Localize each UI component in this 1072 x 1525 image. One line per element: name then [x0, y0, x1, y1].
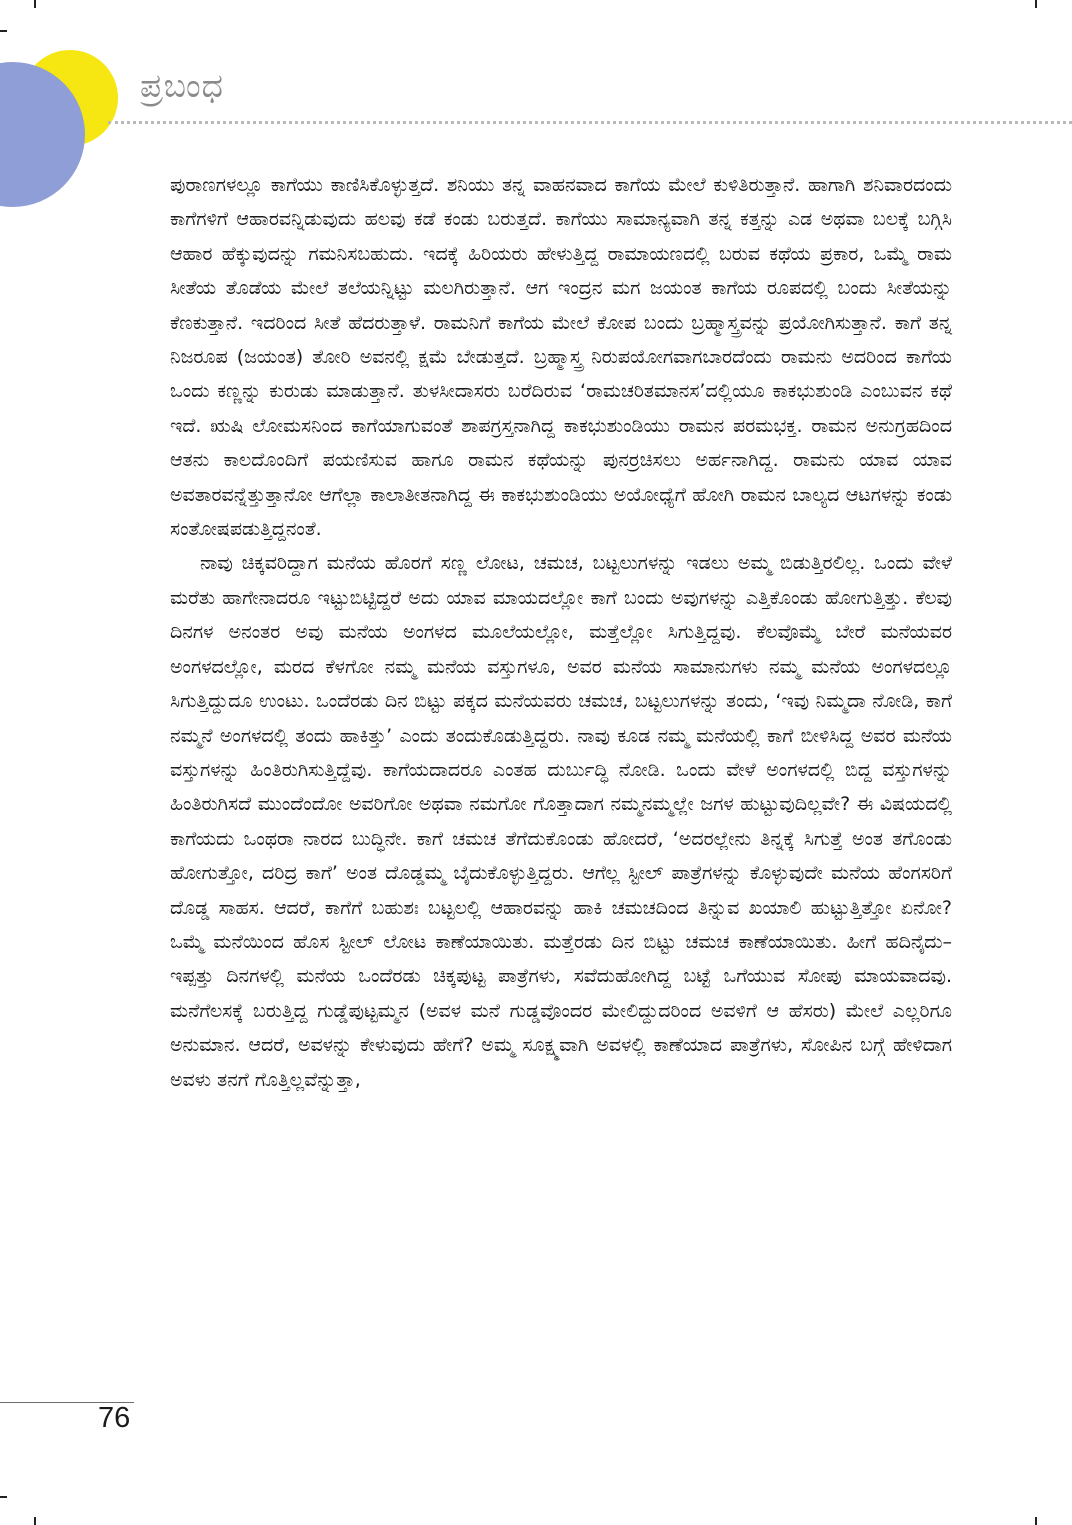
crop-mark-bottom-left	[0, 1496, 7, 1498]
paragraph-2: ನಾವು ಚಿಕ್ಕವರಿದ್ದಾಗ ಮನೆಯ ಹೊರಗೆ ಸಣ್ಣ ಲೋಟ, ಚಮಚ, ಬಟ್ಟಲುಗಳನ್ನು ಇಡಲು ಅಮ್ಮ ಬಿಡುತ್ತಿರಲಿಲ್ಲ. ಒಂದು ವೇಳೆ ಮರೆತು ಹಾಗೇನಾದರೂ ಇಟ್ಟುಬಿಟ್ಟಿದ್ದರೆ ಅದು ಯಾವ ಮಾಯದಲ್ಲೋ ಕಾಗೆ ಬಂದು ಅವುಗಳನ್ನು ಎತ್ತಿಕೊಂಡು ಹೋಗುತ್ತಿತ್ತು. ಕೆಲವು ದಿನಗಳ ಅನಂತರ ಅವು ಮನೆಯ ಅಂಗಳದ ಮೂಲೆಯಲ್ಲೋ, ಮತ್ತೆಲ್ಲೋ ಸಿಗುತ್ತಿದ್ದವು. ಕೆಲವೊಮ್ಮೆ ಬೇರೆ ಮನೆಯವರ ಅಂಗಳದಲ್ಲೋ, ಮರದ ಕೆಳಗೋ ನಮ್ಮ ಮನೆಯ ವಸ್ತುಗಳೂ, ಅವರ ಮನೆಯ ಸಾಮಾನುಗಳು ನಮ್ಮ ಮನೆಯ ಅಂಗಳದಲ್ಲೂ ಸಿಗುತ್ತಿದ್ದುದೂ ಉಂಟು. ಒಂದೆರಡು ದಿನ ಬಿಟ್ಟು ಪಕ್ಕದ ಮನೆಯವರು ಚಮಚ, ಬಟ್ಟಲುಗಳನ್ನು ತಂದು, ‘ಇವು ನಿಮ್ಮದಾ ನೋಡಿ, ಕಾಗೆ ನಮ್ಮನೆ ಅಂಗಳದಲ್ಲಿ ತಂದು ಹಾಕಿತ್ತು’ ಎಂದು ತಂದುಕೊಡುತ್ತಿದ್ದರು. ನಾವು ಕೂಡ ನಮ್ಮ ಮನೆಯಲ್ಲಿ ಕಾಗೆ ಬೀಳಿಸಿದ್ದ ಅವರ ಮನೆಯ ವಸ್ತುಗಳನ್ನು ಹಿಂತಿರುಗಿಸುತ್ತಿದ್ದೆವು. ಕಾಗೆಯದಾದರೂ ಎಂತಹ ದುರ್ಬುದ್ಧಿ ನೋಡಿ. ಒಂದು ವೇಳೆ ಅಂಗಳದಲ್ಲಿ ಬಿದ್ದ ವಸ್ತುಗಳನ್ನು ಹಿಂತಿರುಗಿಸದೆ ಮುಂದೆಂದೋ ಅವರಿಗೋ ಅಥವಾ ನಮಗೋ ಗೊತ್ತಾದಾಗ ನಮ್ಮನಮ್ಮಲ್ಲೇ ಜಗಳ ಹುಟ್ಟುವುದಿಲ್ಲವೇ? ಈ ವಿಷಯದಲ್ಲಿ ಕಾಗೆಯದು ಒಂಥರಾ ನಾರದ ಬುದ್ಧಿನೇ. ಕಾಗೆ ಚಮಚ ತೆಗೆದುಕೊಂಡು ಹೋದರೆ, ‘ಅದರಲ್ಲೇನು ತಿನ್ನಕ್ಕೆ ಸಿಗುತ್ತೆ ಅಂತ ತಗೊಂಡು ಹೋಗುತ್ತೋ, ದರಿದ್ರ ಕಾಗೆ’ ಅಂತ ದೊಡ್ಡಮ್ಮ ಬೈದುಕೊಳ್ಳುತ್ತಿದ್ದರು. ಆಗೆಲ್ಲ ಸ್ಟೀಲ್ ಪಾತ್ರೆಗಳನ್ನು ಕೊಳ್ಳುವುದೇ ಮನೆಯ ಹೆಂಗಸರಿಗೆ ದೊಡ್ಡ ಸಾಹಸ. ಆದರೆ, ಕಾಗೆಗೆ ಬಹುಶಃ ಬಟ್ಟಲಲ್ಲಿ ಆಹಾರವನ್ನು ಹಾಕಿ ಚಮಚದಿಂದ ತಿನ್ನುವ ಖಯಾಲಿ ಹುಟ್ಟುತ್ತಿತ್ತೋ ಏನೋ? ಒಮ್ಮೆ ಮನೆಯಿಂದ ಹೊಸ ಸ್ಟೀಲ್ ಲೋಟ ಕಾಣೆಯಾಯಿತು. ಮತ್ತೆರಡು ದಿನ ಬಿಟ್ಟು ಚಮಚ ಕಾಣೆಯಾಯಿತು. ಹೀಗೆ ಹದಿನೈದು–ಇಪ್ಪತ್ತು ದಿನಗಳಲ್ಲಿ ಮನೆಯ ಒಂದೆರಡು ಚಿಕ್ಕಪುಟ್ಟ ಪಾತ್ರೆಗಳು, ಸವೆದುಹೋಗಿದ್ದ ಬಟ್ಟೆ ಒಗೆಯುವ ಸೋಪು ಮಾಯವಾದವು. ಮನೆಗೆಲಸಕ್ಕೆ ಬರುತ್ತಿದ್ದ ಗುಡ್ಡೆಪುಟ್ಟಮ್ಮನ (ಅವಳ ಮನೆ ಗುಡ್ಡವೊಂದರ ಮೇಲಿದ್ದುದರಿಂದ ಅವಳಿಗೆ ಆ ಹೆಸರು) ಮೇಲೆ ಎಲ್ಲರಿಗೂ ಅನುಮಾನ. ಆದರೆ, ಅವಳನ್ನು ಕೇಳುವುದು ಹೇಗೆ? ಅಮ್ಮ ಸೂಕ್ಷ್ಮವಾಗಿ ಅವಳಲ್ಲಿ ಕಾಣೆಯಾದ ಪಾತ್ರೆಗಳು, ಸೋಪಿನ ಬಗ್ಗೆ ಹೇಳಿದಾಗ ಅವಳು ತನಗೆ ಗೊತ್ತಿಲ್ಲವೆನ್ನುತ್ತಾ,	[170, 552, 952, 1091]
article-body	[170, 168, 952, 1097]
page-number: 76	[98, 1402, 131, 1434]
section-title: ಪ್ರಬಂಧ	[140, 66, 224, 105]
crop-mark-top-right	[1035, 0, 1037, 8]
paragraph-1: ಪುರಾಣಗಳಲ್ಲೂ ಕಾಗೆಯು ಕಾಣಿಸಿಕೊಳ್ಳುತ್ತದೆ. ಶನಿಯು ತನ್ನ ವಾಹನವಾದ ಕಾಗೆಯ ಮೇಲೆ ಕುಳಿತಿರುತ್ತಾನೆ. ಹಾಗಾಗಿ ಶನಿವಾರದಂದು ಕಾಗೆಗಳಿಗೆ ಆಹಾರವನ್ನಿಡುವುದು ಹಲವು ಕಡೆ ಕಂಡು ಬರುತ್ತದೆ. ಕಾಗೆಯು ಸಾಮಾನ್ಯವಾಗಿ ತನ್ನ ಕತ್ತನ್ನು ಎಡ ಅಥವಾ ಬಲಕ್ಕೆ ಬಗ್ಗಿಸಿ ಆಹಾರ ಹೆಕ್ಕುವುದನ್ನು ಗಮನಿಸಬಹುದು. ಇದಕ್ಕೆ ಹಿರಿಯರು ಹೇಳುತ್ತಿದ್ದ ರಾಮಾಯಣದಲ್ಲಿ ಬರುವ ಕಥೆಯ ಪ್ರಕಾರ, ಒಮ್ಮೆ ರಾಮ ಸೀತೆಯ ತೊಡೆಯ ಮೇಲೆ ತಲೆಯನ್ನಿಟ್ಟು ಮಲಗಿರುತ್ತಾನೆ. ಆಗ ಇಂದ್ರನ ಮಗ ಜಯಂತ ಕಾಗೆಯ ರೂಪದಲ್ಲಿ ಬಂದು ಸೀತೆಯನ್ನು ಕೆಣಕುತ್ತಾನೆ. ಇದರಿಂದ ಸೀತೆ ಹೆದರುತ್ತಾಳೆ. ರಾಮನಿಗೆ ಕಾಗೆಯ ಮೇಲೆ ಕೋಪ ಬಂದು ಬ್ರಹ್ಮಾಸ್ತ್ರವನ್ನು ಪ್ರಯೋಗಿಸುತ್ತಾನೆ. ಕಾಗೆ ತನ್ನ ನಿಜರೂಪ (ಜಯಂತ) ತೋರಿ ಅವನಲ್ಲಿ ಕ್ಷಮೆ ಬೇಡುತ್ತದೆ. ಬ್ರಹ್ಮಾಸ್ತ್ರ ನಿರುಪಯೋಗವಾಗಬಾರದೆಂದು ರಾಮನು ಅದರಿಂದ ಕಾಗೆಯ ಒಂದು ಕಣ್ಣನ್ನು ಕುರುಡು ಮಾಡುತ್ತಾನೆ. ತುಳಸೀದಾಸರು ಬರೆದಿರುವ ‘ರಾಮಚರಿತಮಾನಸ’ದಲ್ಲಿಯೂ ಕಾಕಭುಶುಂಡಿ ಎಂಬುವನ ಕಥೆ ಇದೆ. ಋಷಿ ಲೋಮಸನಿಂದ ಕಾಗೆಯಾಗುವಂತೆ ಶಾಪಗ್ರಸ್ತನಾಗಿದ್ದ ಕಾಕಭುಶುಂಡಿಯು ರಾಮನ ಪರಮಭಕ್ತ. ರಾಮನ ಅನುಗ್ರಹದಿಂದ ಆತನು ಕಾಲದೊಂದಿಗೆ ಪಯಣಿಸುವ ಹಾಗೂ ರಾಮನ ಕಥೆಯನ್ನು ಪುನರ್ರಚಿಸಲು ಅರ್ಹನಾಗಿದ್ದ. ರಾಮನು ಯಾವ ಯಾವ ಅವತಾರವನ್ನೆತ್ತುತ್ತಾನೋ ಆಗೆಲ್ಲಾ ಕಾಲಾತೀತನಾಗಿದ್ದ ಈ ಕಾಕಭುಶುಂಡಿಯು ಅಯೋಧ್ಯೆಗೆ ಹೋಗಿ ರಾಮನ ಬಾಲ್ಯದ ಆಟಗಳನ್ನು ಕಂಡು ಸಂತೋಷಪಡುತ್ತಿದ್ದನಂತೆ.	[170, 174, 952, 541]
crop-mark-bottom-right	[1035, 1517, 1037, 1525]
crop-mark-top-left	[0, 30, 7, 32]
crop-mark-bottom-center	[34, 1517, 36, 1525]
crop-mark-top-center	[34, 0, 36, 8]
header-dotted-rule	[108, 121, 1072, 124]
